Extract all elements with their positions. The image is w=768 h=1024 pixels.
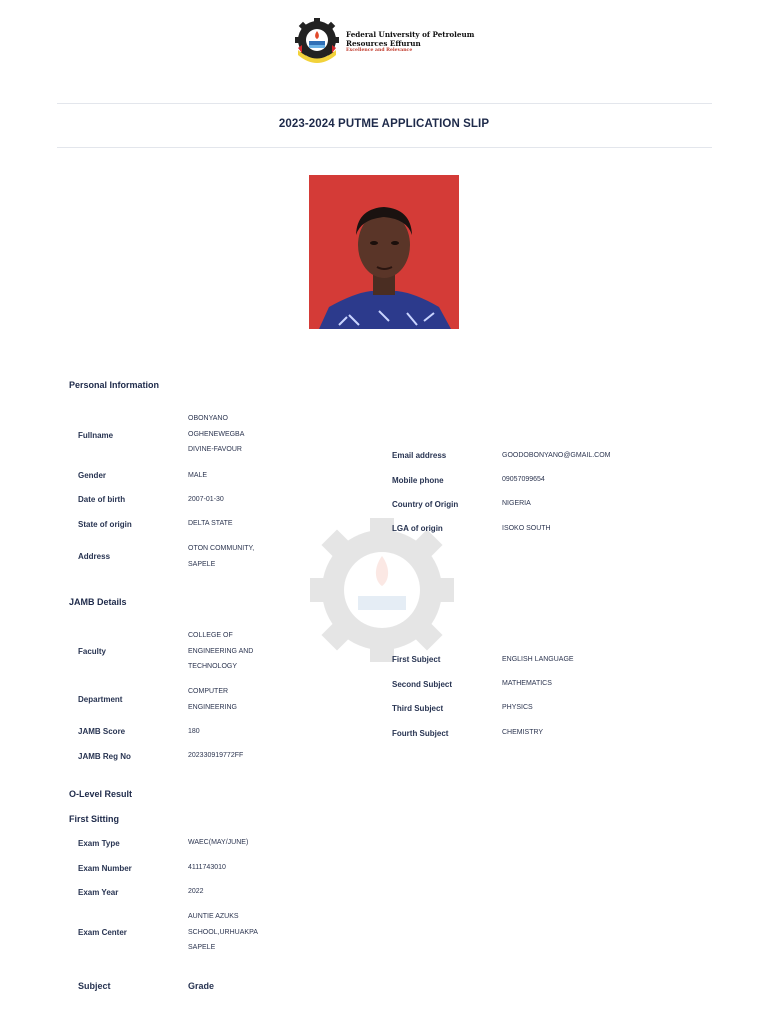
- section-personal-information: Personal Information: [69, 380, 160, 390]
- fourth-subject-label: Fourth Subject: [392, 729, 449, 738]
- lga-label: LGA of origin: [392, 524, 443, 533]
- exam-type-label: Exam Type: [78, 839, 120, 848]
- exam-year-label: Exam Year: [78, 888, 119, 897]
- second-subject-label: Second Subject: [392, 680, 453, 689]
- university-header: [292, 17, 492, 67]
- exam-year-value: 2022: [188, 888, 204, 895]
- email-value: GOODOBONYANO@GMAIL.COM: [502, 452, 611, 459]
- section-jamb-details: JAMB Details: [69, 597, 127, 607]
- exam-center-label: Exam Center: [78, 928, 127, 937]
- section-first-sitting: First Sitting: [69, 814, 119, 824]
- fourth-subject-value: CHEMISTRY: [502, 729, 544, 736]
- gender-value: MALE: [188, 472, 208, 479]
- title-divider-top: [57, 103, 712, 104]
- third-subject-label: Third Subject: [392, 704, 444, 713]
- country-value: NIGERIA: [502, 500, 531, 507]
- gender-label: Gender: [78, 471, 107, 480]
- faculty-label: Faculty: [78, 647, 107, 656]
- exam-number-value: 4111743010: [188, 864, 226, 871]
- state-label: State of origin: [78, 520, 132, 529]
- slip-title: 2023-2024 PUTME APPLICATION SLIP: [278, 118, 490, 130]
- watermark-logo-icon: [292, 500, 472, 680]
- jamb-regno-label: JAMB Reg No: [78, 752, 131, 761]
- address-label: Address: [78, 552, 111, 561]
- jamb-score-label: JAMB Score: [78, 727, 126, 736]
- title-divider-bottom: [57, 147, 712, 148]
- university-logo-icon: [292, 17, 340, 65]
- exam-type-value: WAEC(MAY/JUNE): [188, 839, 249, 846]
- subject-column-header: Subject: [78, 981, 111, 991]
- grade-column-header: Grade: [188, 981, 215, 991]
- country-label: Country of Origin: [392, 500, 459, 509]
- university-motto: Excellence and Relevance: [346, 48, 413, 53]
- section-olevel-result: O-Level Result: [69, 789, 133, 799]
- third-subject-value: PHYSICS: [502, 704, 533, 711]
- dob-label: Date of birth: [78, 495, 126, 504]
- phone-label: Mobile phone: [392, 476, 444, 485]
- state-value: DELTA STATE: [188, 520, 233, 527]
- jamb-regno-value: 202330919772FF: [188, 752, 244, 759]
- jamb-score-value: 180: [188, 728, 200, 735]
- lga-value: ISOKO SOUTH: [502, 525, 551, 532]
- exam-number-label: Exam Number: [78, 864, 132, 873]
- exam-center-value: AUNTIE AZUKS SCHOOL,URHUAKPA SAPELE: [188, 913, 258, 951]
- address-value: OTON COMMUNITY, SAPELE: [188, 545, 255, 568]
- fullname-label: Fullname: [78, 431, 114, 440]
- first-subject-value: ENGLISH LANGUAGE: [502, 656, 574, 663]
- applicant-photo: [309, 175, 459, 329]
- dob-value: 2007-01-30: [188, 496, 224, 503]
- phone-value: 09057099654: [502, 476, 545, 483]
- first-subject-label: First Subject: [392, 655, 441, 664]
- second-subject-value: MATHEMATICS: [502, 680, 552, 687]
- university-name: Federal University of Petroleum Resources Effurun: [346, 30, 475, 48]
- faculty-value: COLLEGE OF ENGINEERING AND TECHNOLOGY: [188, 632, 254, 670]
- fullname-value: OBONYANO OGHENEWEGBA DIVINE-FAVOUR: [188, 415, 245, 453]
- department-label: Department: [78, 695, 123, 704]
- department-value: COMPUTER ENGINEERING: [188, 688, 238, 711]
- email-label: Email address: [392, 451, 447, 460]
